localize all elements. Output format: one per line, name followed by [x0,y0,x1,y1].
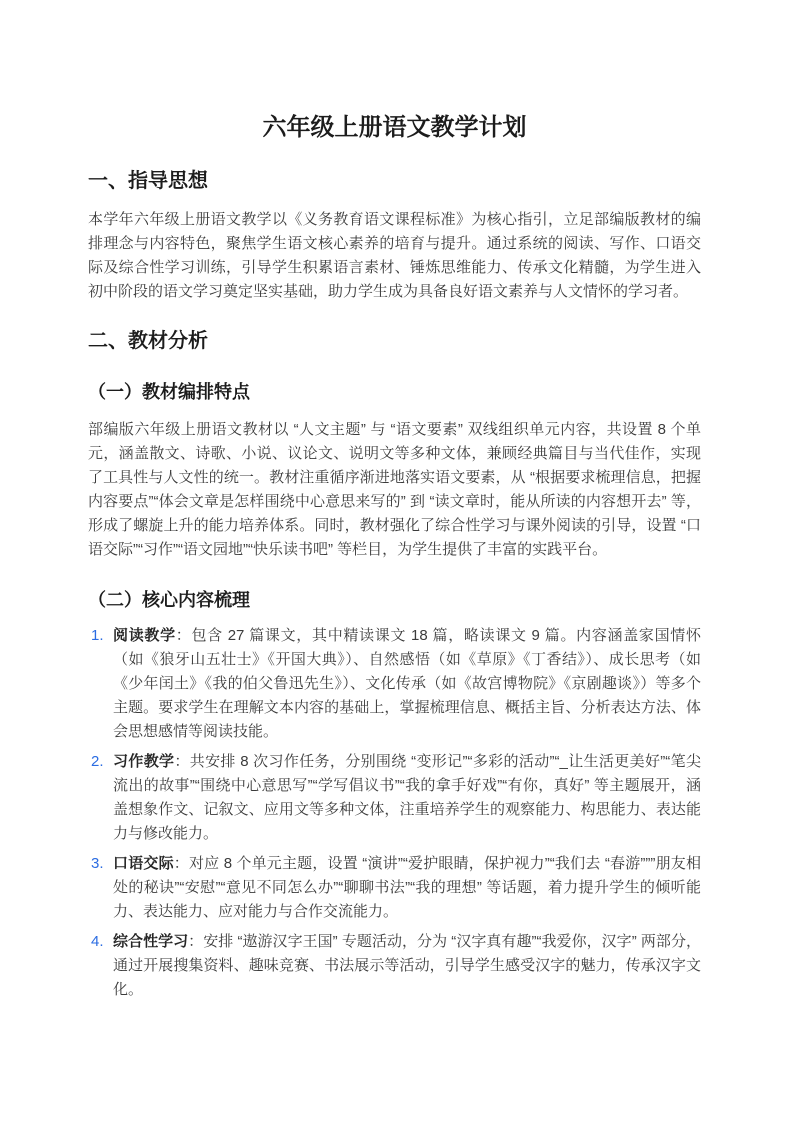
list-item-text [113,624,701,744]
list-item-body: ：包含 27 篇课文，其中精读课文 18 篇，略读课文 9 篇。内容涵盖家国情怀（如《狼牙山五壮士》《开国大典》）、自然感悟（如《草原》《丁香结》）、成长思考（如《少年闰土》《我的伯父鲁迅先生》）、文化传承（如《故宫博物院》《京剧趣谈》）等多个主题。要求学生在理解文本内容的基础上，掌握梳理信息、概括主旨、分析表达方法、体会思想感情等阅读技能。 [113,627,701,740]
list-item-number: 4. [91,933,104,950]
list-item-label: 口语交际 [113,855,174,872]
list-item-body: ：对应 8 个单元主题，设置 “演讲”“爱护眼睛，保护视力”“我们去 “春游”””朋友相处的秘诀”“安慰”“意见不同怎么办”“聊聊书法”“我的理想” 等话题，着力提升学生的倾听能力、表达能力、应对能力与合作交流能力。 [113,855,701,920]
arrangement-features-paragraph: 部编版六年级上册语文教材以 “人文主题” 与 “语文要素” 双线组织单元内容，共设置 8 个单元，涵盖散文、诗歌、小说、议论文、说明文等多种文体，兼顾经典篇目与当代佳作，实现了工具性与人文性的统一。教材注重循序渐进地落实语文要素，从 “根据要求梳理信息，把握内容要点”“体会文章是怎样围绕中心意思来写的” 到 “读文章时，能从所读的内容想开去” 等，形成了螺旋上升的能力培养体系。同时，教材强化了综合性学习与课外阅读的引导，设置 “口语交际”“习作”“语文园地”“快乐读书吧” 等栏目，为学生提供了丰富的实践平台。 [88,421,701,558]
list-item-number: 1. [91,627,104,644]
guiding-ideology-paragraph: 本学年六年级上册语文教学以《义务教育语文课程标准》为核心指引，立足部编版教材的编排理念与内容特色，聚焦学生语文核心素养的培育与提升。通过系统的阅读、写作、口语交际及综合性学习训练，引导学生积累语言素材、锤炼思维能力、传承文化精髓，为学生进入初中阶段的语文学习奠定坚实基础，助力学生成为具备良好语文素养与人文情怀的学习者。 [88,211,701,300]
section-heading-textbook-analysis: 二、教材分析 [88,330,208,352]
subsection-heading-core-content: （二）核心内容梳理 [88,590,250,610]
list-item-label: 阅读教学 [113,627,176,644]
list-item [88,750,701,846]
list-item-label: 综合性学习 [113,933,189,950]
list-item-number: 3. [91,855,104,872]
list-item-number: 2. [91,753,104,770]
list-item-body: ：安排 “遨游汉字王国” 专题活动，分为 “汉字真有趣”“我爱你，汉字” 两部分，通过开展搜集资料、趣味竞赛、书法展示等活动，引导学生感受汉字的魅力，传承汉字文化。 [113,933,701,998]
list-item-text [113,930,701,1002]
list-item-text [113,852,701,924]
list-item [88,930,701,1002]
list-item-body: ：共安排 8 次习作任务，分别围绕 “变形记”“多彩的活动”“_让生活更美好”“笔尖流出的故事”“围绕中心意思写”“学写倡议书”“我的拿手好戏”“有你，真好” 等主题展开，涵盖想象作文、记叙文、应用文等多种文体，注重培养学生的观察能力、构思能力、表达能力与修改能力。 [113,753,701,842]
document-title: 六年级上册语文教学计划 [262,114,527,141]
subsection-heading-arrangement-features: （一）教材编排特点 [88,382,250,402]
list-item-text [113,750,701,846]
core-content-list [88,624,701,1002]
list-item [88,852,701,924]
list-item [88,624,701,744]
list-item-label: 习作教学 [113,753,175,770]
section-heading-guiding-ideology: 一、指导思想 [88,170,208,192]
